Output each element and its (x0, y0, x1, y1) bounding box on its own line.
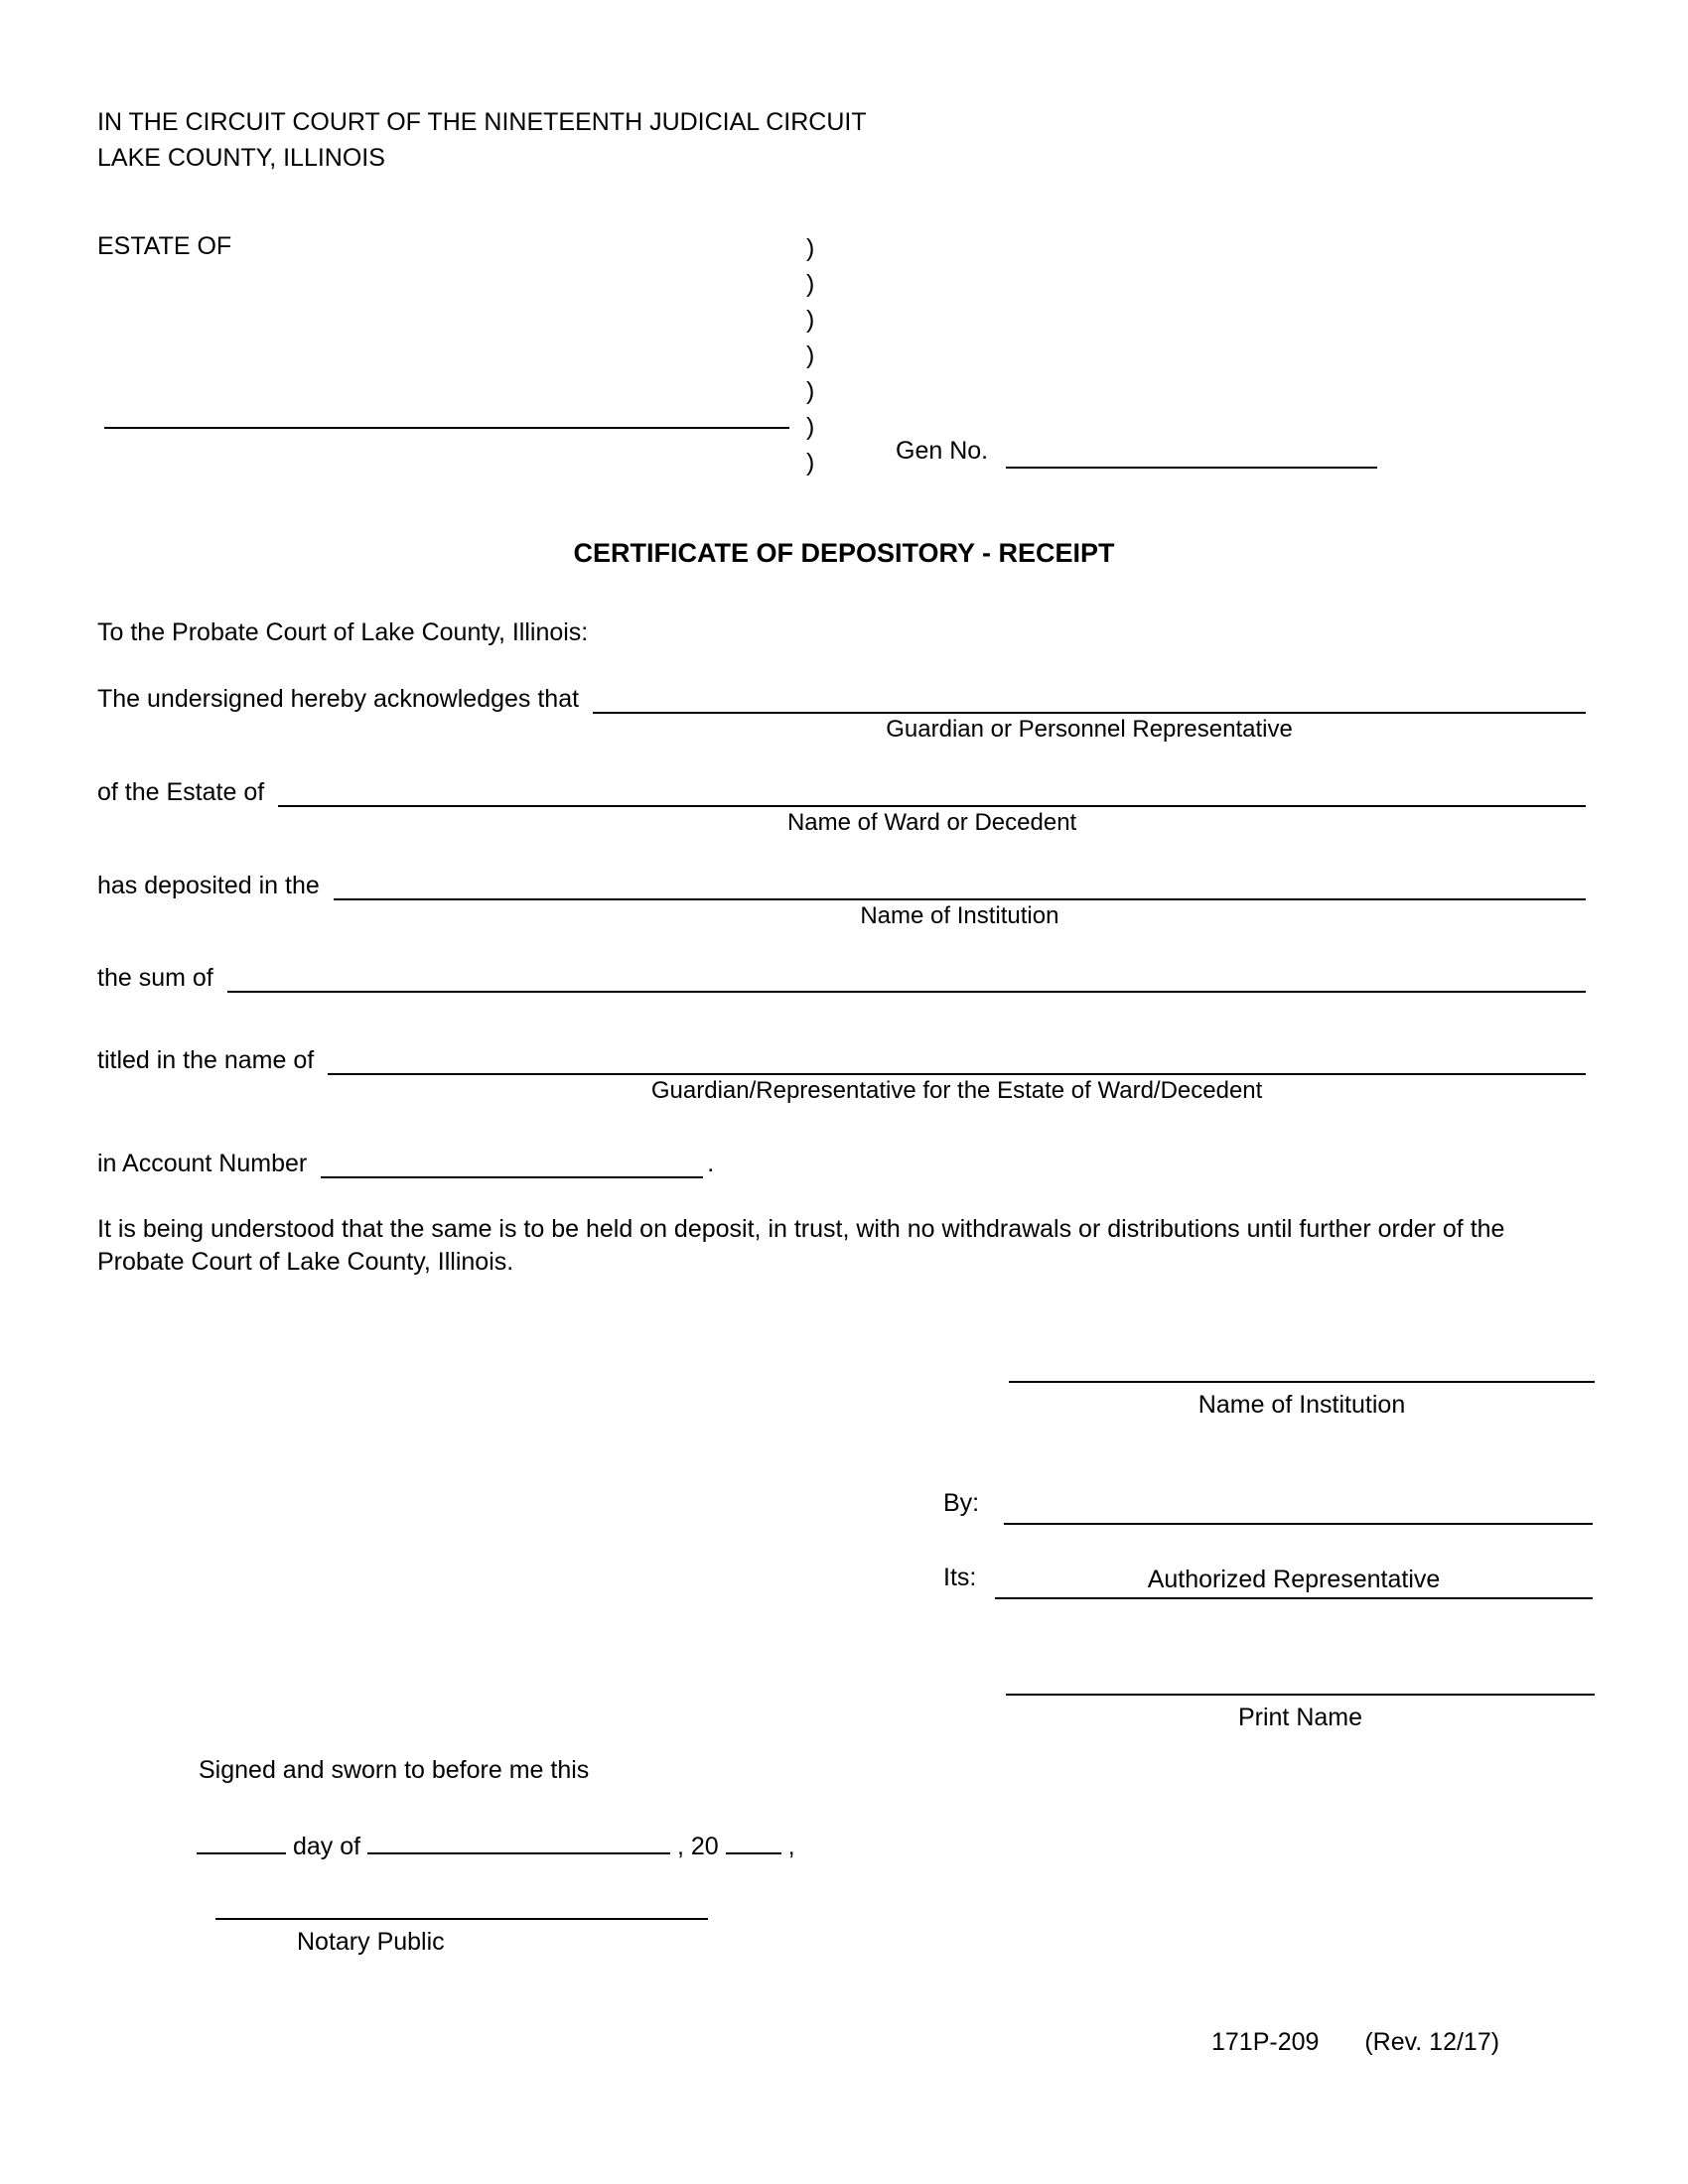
its-blank[interactable] (995, 1597, 1593, 1599)
print-name-blank[interactable] (1006, 1694, 1595, 1696)
form-footer (1211, 2028, 1499, 2057)
sum-label: the sum of (97, 964, 213, 992)
representative-name-blank[interactable] (593, 680, 1586, 743)
field-row (97, 682, 1586, 743)
estate-field-label: of the Estate of (97, 778, 265, 806)
titled-label: titled in the name of (97, 1046, 315, 1074)
representative-caption: Guardian or Personnel Representative (886, 716, 1293, 743)
account-number-blank[interactable] (321, 1145, 703, 1178)
day-of-label: day of (292, 1833, 361, 1860)
ward-caption: Name of Ward or Decedent (786, 809, 1077, 836)
form-number: 171P-209 (1211, 2028, 1320, 2056)
notary-signature-blank[interactable] (215, 1918, 708, 1920)
titled-name-blank[interactable] (328, 1041, 1586, 1104)
header-court-line: IN THE CIRCUIT COURT OF THE NINETEENTH JUDICIAL CIRCUIT (97, 108, 867, 136)
field-row (97, 1043, 1586, 1104)
caption-paren: ) (806, 234, 815, 262)
by-blank[interactable] (1004, 1523, 1593, 1525)
account-number-period: . (707, 1150, 715, 1177)
deposited-label: has deposited in the (97, 872, 320, 899)
estate-name-blank[interactable] (104, 427, 789, 429)
its-value: Authorized Representative (1147, 1566, 1441, 1593)
institution-caption: Name of Institution (860, 902, 1059, 929)
court-header (97, 104, 867, 176)
year-blank[interactable] (726, 1827, 781, 1854)
salutation: To the Probate Court of Lake County, Illinois: (97, 618, 589, 646)
institution-signature-caption: Name of Institution (1197, 1391, 1406, 1419)
notary-public-caption: Notary Public (297, 1928, 445, 1956)
month-blank[interactable] (367, 1827, 670, 1854)
titled-caption: Guardian/Representative for the Estate of Ward/Decedent (650, 1077, 1263, 1104)
institution-signature-blank[interactable] (1009, 1381, 1595, 1383)
print-name-caption: Print Name (1237, 1704, 1363, 1731)
form-title: CERTIFICATE OF DEPOSITORY - RECEIPT (573, 538, 1115, 568)
notary-date-line (197, 1827, 795, 1861)
ward-name-blank[interactable] (278, 773, 1586, 836)
field-row (97, 961, 1586, 993)
caption-paren: ) (806, 341, 815, 369)
sum-blank[interactable] (227, 959, 1586, 993)
by-label: By: (943, 1489, 980, 1517)
estate-of-label: ESTATE OF (97, 232, 232, 260)
institution-name-blank[interactable] (334, 867, 1586, 929)
day-blank[interactable] (197, 1827, 286, 1854)
caption-paren: ) (806, 270, 815, 298)
field-row (97, 775, 1586, 836)
sworn-text: Signed and sworn to before me this (199, 1756, 590, 1784)
caption-paren: ) (806, 449, 815, 477)
gen-no-blank[interactable] (1006, 467, 1377, 469)
trailing-comma: , (787, 1833, 795, 1860)
caption-paren: ) (806, 377, 815, 405)
account-number-label: in Account Number (97, 1150, 308, 1177)
its-label: Its: (943, 1564, 977, 1591)
field-row (97, 1147, 1586, 1178)
year-prefix: , 20 (676, 1833, 719, 1860)
revision: (Rev. 12/17) (1364, 2028, 1500, 2056)
trust-paragraph: It is being understood that the same is to be held on deposit, in trust, with no withdrawals or distributions until further order of the Probate Court of Lake County, Illinois. (97, 1215, 1505, 1276)
gen-no-label: Gen No. (896, 437, 989, 465)
caption-paren-column (806, 230, 814, 480)
caption-paren: ) (806, 306, 815, 334)
field-row (97, 869, 1586, 929)
header-county-line: LAKE COUNTY, ILLINOIS (97, 144, 385, 172)
caption-paren: ) (806, 413, 815, 441)
acknowledges-label: The undersigned hereby acknowledges that (97, 685, 580, 713)
